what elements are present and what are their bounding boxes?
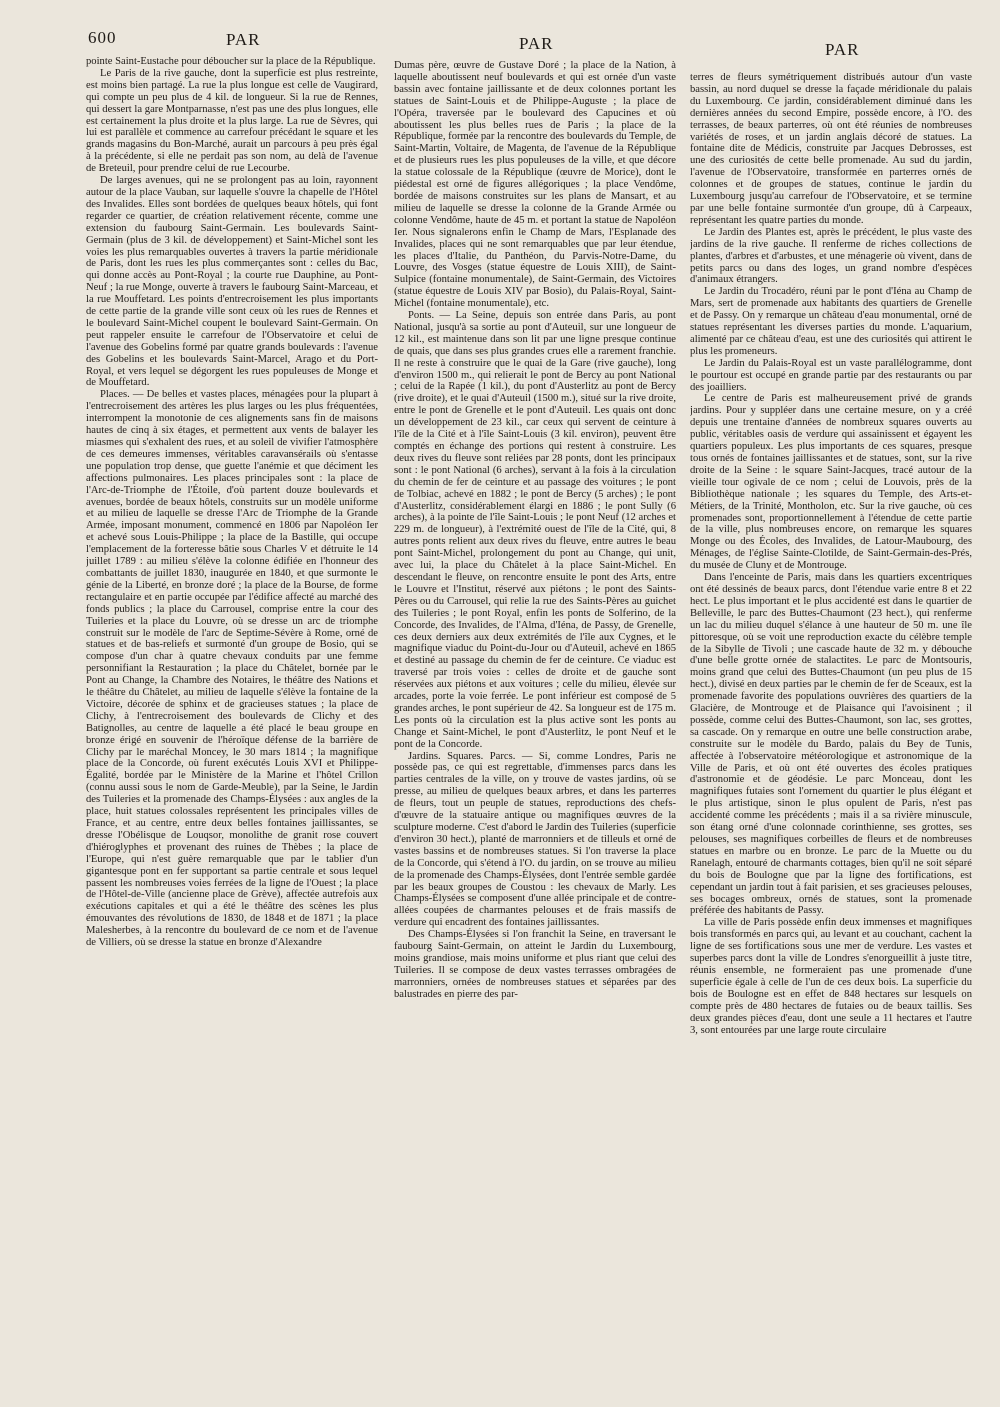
text-column-2 [394,60,676,1384]
paragraph: pointe Saint-Eustache pour déboucher sur la place de la République. [86,56,376,67]
paragraph: Le Jardin du Trocadéro, réuni par le pont d'Iéna au Champ de Mars, sert de promenade aux habitants des quartiers de Grenelle et de Passy. On y remarque un château d'eau monumental, orné de statues représentant les diverses parties du monde. L'aquarium, alimenté par ce château d'eau, est une des curiosités qui attirent le plus les promeneurs. [690,286,972,357]
paragraph: De larges avenues, qui ne se prolongent pas au loin, rayonnent autour de la place Vauban, sur laquelle s'ouvre la chapelle de l'Hôtel des Invalides. Elles sont bordées de quelques beaux hôtels, qui font regarder ce quartier, de création relativement récente, comme une extension du faubourg Saint-Germain. Les boulevards Saint-Germain (plus de 3 kil. de développement) et Saint-Michel sont les voies les plus remarquables ouvertes à travers la partie méridionale de Paris, dont les rues les plus commerçantes sont : celles du Bac, qui donne accès au Pont-Royal ; la courte rue Dauphine, au Pont-Neuf ; la rue Monge, ouverte à travers le faubourg Saint-Marceau, et la rue Mouffetard. Les points d'entrecroisement les plus importants de cette partie de la grande ville sont ceux où les rues de Rennes et le boulevard Saint-Michel coupent le boulevard Saint-Germain. On peut rappeler ensuite le carrefour de l'Observatoire et celui de l'avenue des Gobelins formé par quatre grands boulevards : l'avenue des Gobelins et les boulevards Saint-Marcel, Arago et du Port-Royal, et vers lequel se dégorgent les rues populeuses de Monge et de Mouffetard. [86,175,378,389]
running-head-center: PAR [519,34,554,53]
paragraph: Des Champs-Élysées si l'on franchit la Seine, en traversant le faubourg Saint-Germain, on atteint le Jardin du Luxembourg, moins grandiose, mais moins uniforme et plus riant que celui des Tuileries. Il se compose de deux vastes terrasses ombragées de marronniers, ornées de nombreuses statues et séparées par des balustrades en pierre des par- [394,929,676,1000]
paragraph: Le Jardin des Plantes est, après le précédent, le plus vaste des jardins de la rive gauche. Il renferme de riches collections de plantes, d'arbres et d'arbustes, et une ménagerie où vivent, dans de petits parcs ou dans des loges, un grand nombre d'espèces d'animaux étrangers. [690,226,972,286]
page-number: 600 [88,28,117,47]
running-head-right: PAR [825,40,860,59]
paragraph: Le centre de Paris est malheureusement privé de grands jardins. Pour y suppléer dans une certaine mesure, on y a créé depuis une trentaine d'années de nombreux squares ouverts au public, véritables oasis de verdure qui assainissent et égayent les quartiers populeux. Les plus importants de ces squares, presque tous ornés de fontaines jaillissantes et de statues, sont, sur la rive droite de la Seine : le square Saint-Jacques, tracé autour de la vieille tour ogivale de ce nom ; celui de Louvois, près de la Bibliothèque nationale ; les squares du Temple, des Arts-et-Métiers, de la Trinité, Montholon, etc. Sur la rive gauche, où ces promenades sont, proportionnellement à l'étendue de cette partie de la ville, plus nombreuses encore, on remarque les squares Monge ou des Écoles, des Invalides, de Latour-Maubourg, des Ménages, de l'église Sainte-Clotilde, de Saint-Germain-des-Prés, du musée de Cluny et de Montrouge. [690,393,972,572]
paragraph: Le Jardin du Palais-Royal est un vaste parallélogramme, dont le pourtour est occupé en grande partie par des restaurants ou par des joailliers. [690,357,972,393]
paragraph: Dans l'enceinte de Paris, mais dans les quartiers excentriques ont été dessinés de beaux parcs, dont l'étendue varie entre 8 et 22 hect. Le plus important et le plus accidenté est dans le quartier de Belleville, le parc des Buttes-Chaumont (23 hect.), qui renferme un lac du milieu duquel s'élance à une hauteur de 50 m. une île pittoresque, où se voit une reproduction exacte du célèbre temple de la Sibylle de Tivoli ; une cascade haute de 32 m. y débouche d'une belle grotte ornée de stalactites. Le parc de Montsouris, moins grand que celui des Buttes-Chaumont (un peu plus de 15 hect.), divisé en deux parties par le chemin de fer de Sceaux, est la promenade favorite des populations ouvrières des quartiers de la Glacière, de Montrouge et de Plaisance qui l'avoisinent ; il possède, comme celui des Buttes-Chaumont, son lac, ses grottes, sa cascade. On y remarque en outre une belle construction arabe, construite sur le modèle du Bardo, palais du Bey de Tunis, affectée à l'observatoire météorologique et astronomique de la Ville de Paris, et où ont été ouvertes des écoles pratiques d'astronomie et de géodésie. Le parc Monceau, dont les magnifiques futaies sont l'ornement du quartier le plus élégant et le plus artistique, sinon le plus opulent de Paris, n'est pas accidenté comme les précédents ; mais il a sa rivière minuscule, son étang orné d'une colonnade corinthienne, ses grottes, ses pelouses, ses magnifiques corbeilles de fleurs et de nombreuses statues en marbre ou en bronze. Le parc de la Muette ou du Ranelagh, entouré de charmants cottages, bien qu'il ne soit séparé du bois de Boulogne que par la ligne des fortifications, est cependant un jardin tout à fait parisien, et ses gracieuses pelouses, ses bocages ombreux, ornés de statues, sont la promenade préférée des habitants de Passy. [690,572,972,917]
running-head-left: PAR [226,30,261,49]
paragraph: Dumas père, œuvre de Gustave Doré ; la place de la Nation, à laquelle aboutissent neuf boulevards et qui est ornée d'un vaste bassin avec fontaine jaillissante et de deux colonnes portant les statues de Saint-Louis et de Philippe-Auguste ; la place de l'Opéra, traversée par le boulevard des Capucines et où aboutissent les plus belles rues de Paris ; la place de la République, formée par la rencontre des boulevards du Temple, de Saint-Martin, Voltaire, de Magenta, de l'avenue de la République et de plusieurs rues les plus populeuses de la ville, et que décore la statue colossale de la République (œuvre de Morice), dont le piédestal est orné de figures allégoriques ; la place Vendôme, bordée de maisons construites sur les plans de Mansart, et au milieu de laquelle se dresse la colonne de la Grande Armée ou colonne Vendôme, haute de 45 m. et portant la statue de Napoléon Ier. Nous signalerons enfin le Champ de Mars, l'Esplanade des Invalides, places qui ne sont remarquables que par leur étendue, les places d'Italie, du Panthéon, du Parvis-Notre-Dame, du Louvre, des Vosges (statue équestre de Louis XIII), de Saint-Sulpice (fontaine monumentale), de Saint-Germain, des Victoires (statue équestre de Louis XIV par Bosio), du Palais-Royal, Saint-Michel (fontaine monumentale), etc. [394,60,676,310]
text-column-1 [86,56,378,1368]
text-column-3 [690,72,972,1390]
paragraph: Ponts. — La Seine, depuis son entrée dans Paris, au pont National, jusqu'à sa sortie au pont d'Auteuil, sur une longueur de 12 kil., est maintenue dans son lit par une ligne presque continue de quais, que dans ses plus grandes crues elle a rarement franchie. Il ne reste à construire que le quai de la Gare (rive gauche), long d'environ 1500 m., qui relierait le pont de Bercy au pont National ; celui de la Rapée (1 kil.), du pont d'Austerlitz au pont de Bercy (rive droite), et le quai d'Auteuil (1500 m.), situé sur la rive droite, entre le pont de Grenelle et le pont d'Auteuil. Les quais ont donc un développement de 23 kil., car ceux qui servent de ceinture à l'île de la Cité et à l'île Saint-Louis (3 kil. environ), peuvent être comptés en échange des portions qui restent à construire. Les deux rives du fleuve sont reliées par 28 ponts, dont les principaux sont : le pont National (6 arches), servant à la fois à la circulation du chemin de fer de ceinture et au passage des voitures ; le pont de Tolbiac, achevé en 1882 ; le pont de Bercy (5 arches) ; le pont d'Austerlitz, considérablement élargi en 1886 ; le pont Sully (6 arches), à la pointe de l'île Saint-Louis ; le pont Neuf (12 arches et 229 m. de longueur), à l'extrémité ouest de l'île de la Cité, qui, 8 autres ponts relient aux deux rives du fleuve, entre autres le beau pont Saint-Michel, prolongement du pont au Change, qui unit, avec lui, la place du Châtelet à la place Saint-Michel. En descendant le fleuve, on rencontre ensuite le pont des Arts, entre le Louvre et l'Institut, réservé aux piétons ; le pont des Saints-Pères ou du Carrousel, qui relie la rue des Saints-Pères au guichet des Tuileries ; le pont Royal, enfin les ponts de Solferino, de la Concorde, des Invalides, de l'Alma, d'Iéna, de Passy, de Grenelle, ces deux derniers aux deux extrémités de l'île aux Cygnes, et le magnifique viaduc du Point-du-Jour ou d'Auteuil, achevé en 1865 et destiné au passage du chemin de fer de ceinture. Ce viaduc est traversé par trois voies : celles de droite et de gauche sont réservées aux piétons et aux voitures ; celle du milieu, élevée sur arcades, porte la voie ferrée. Le pont inférieur est composé de 5 grandes arches, le pont supérieur de 42. Sa longueur est de 175 m. Les ponts où la circulation est la plus active sont les ponts au Change et Saint-Michel, le pont d'Austerlitz, le pont Neuf et le pont de la Concorde. [394,310,676,750]
paragraph: Places. — De belles et vastes places, ménagées pour la plupart à l'entrecroisement des artères les plus larges ou les plus fréquentées, interrompent la monotonie de ces alignements sans fin de maisons hautes de cinq à six étages, et permettent aux vents de balayer les miasmes qui s'exhalent des rues, et au soleil de vivifier l'atmosphère de ces demeures immenses, véritables caravansérails où s'entasse une population trop dense, que guette l'anémie et que déciment les affections pulmonaires. Les places principales sont : la place de l'Arc-de-Triomphe de l'Étoile, d'où partent douze boulevards et avenues, bordée de beaux hôtels, construits sur un modèle uniforme et au milieu de laquelle se dresse l'Arc de Triomphe de la Grande Armée, imposant monument, commencé en 1806 par Napoléon Ier et achevé sous Louis-Philippe ; la place de la Bastille, qui occupe l'emplacement de la forteresse bâtie sous Charles V et détruite le 14 juillet 1789 : au milieu s'élève la colonne édifiée en l'honneur des combattants de juillet 1830, inaugurée en 1840, et que surmonte le génie de la Liberté, en bronze doré ; la place de la Bourse, de forme rectangulaire et en partie occupée par l'édifice affecté au marché des fonds publics ; la place du Carrousel, comprise entre la cour des Tuileries et la place du Louvre, où se dresse un arc de triomphe construit sur le modèle de l'arc de Septime-Sévère à Rome, orné de statues et de bas-reliefs et surmonté d'un groupe de Bosio, qui se compose d'un char à quatre chevaux conduits par une femme personnifiant la Restauration ; la place du Châtelet, bornée par le Pont au Change, la Chambre des Notaires, le théâtre des Nations et le théâtre du Châtelet, au milieu de laquelle s'élève la fontaine de la Victoire, décorée de sphinx et de gracieuses statues ; la place de Clichy, à l'entrecroisement des boulevards de Clichy et des Batignolles, au centre de laquelle a été placé le beau groupe en bronze érigé en souvenir de l'héroïque défense de la barrière de Clichy par le maréchal Moncey, le 30 mars 1814 ; la magnifique place de la Concorde, où furent exécutés Louis XVI et Philippe-Égalité, bordée par le Ministère de la Marine et l'hôtel Crillon (connu aussi sous le nom de Garde-Meuble), par la Seine, le Jardin des Tuileries et la promenade des Champs-Élysées : aux angles de la place, huit statues colossales représentent les principales villes de France, et au centre, entre deux belles fontaines jaillissantes, se dresse l'Obélisque de Louqsor, monolithe de granit rose couvert d'hiéroglyphes et provenant des ruines de Thèbes ; la place de l'Europe, qui n'est guère remarquable que par le tablier d'un gigantesque pont en fer supportant sa partie centrale et sous lequel passent les nombreuses voies ferrées de la ligne de l'Ouest ; la place de l'Hôtel-de-Ville (ancienne place de Grève), affectée autrefois aux exécutions capitales et qui a été le théâtre des scènes les plus émouvantes des révolutions de 1830, de 1848 et de 1871 ; la place Malesherbes, à la rencontre du boulevard de ce nom et de l'avenue de Villiers, où se dresse la statue en bronze d'Alexandre [86,389,378,949]
paragraph: terres de fleurs symétriquement distribués autour d'un vaste bassin, au nord duquel se dresse la façade méridionale du palais du Luxembourg. Ce jardin, considérablement diminué dans les dernières années du second Empire, possède encore, à l'O. des terrasses, de beaux parterres, où ont été réunies de nombreuses variétés de roses, et un jardin anglais décoré de statues. La fontaine dite de Médicis, construite par Jacques Debrosses, est une des curiosités de cette belle promenade. Au sud du jardin, l'avenue de l'Observatoire, transformée en parterres ornés de colonnes et de groupes de statues, continue le jardin du Luxembourg jusqu'au carrefour de l'Observatoire, et se termine par une belle fontaine surmontée d'un groupe, dû à Carpeaux, représentant les quatre parties du monde. [690,72,972,226]
paragraph: La ville de Paris possède enfin deux immenses et magnifiques bois transformés en parcs qui, au levant et au couchant, cachent la ligne de ses fortifications sous une mer de verdure. Les vastes et superbes parcs dont la ville de Londres s'enorgueillit à juste titre, réunis ensemble, ne formeraient pas une promenade d'une superficie égale à celle de l'un de ces deux bois. La superficie du bois de Boulogne est en effet de 848 hectares sur lesquels on compte près de 480 hectares de futaies ou de beaux taillis. Ses deux grandes pièces d'eau, dont une seule a 11 hectares et l'autre 3, sont entourées par une large route circulaire [690,917,972,1036]
paragraph: Jardins. Squares. Parcs. — Si, comme Londres, Paris ne possède pas, ce qui est regrettable, d'immenses parcs dans les parties centrales de la ville, on y trouve de vastes jardins, où se presse, au milieu de quelques beaux arbres, et dans les parterres de fleurs, tout un peuple de statues, reproductions des chefs-d'œuvre de la statuaire antique ou magnifiques œuvres de la sculpture moderne. C'est d'abord le Jardin des Tuileries (superficie d'environ 30 hect.), planté de marronniers et de tilleuls et orné de vastes bassins et de nombreuses statues. Si l'on traverse la place de la Concorde, qui s'étend à l'O. du jardin, on se trouve au milieu de la promenade des Champs-Élysées, dont l'entrée semble gardée par les beaux groupes de Coustou : les chevaux de Marly. Les Champs-Élysées se composent d'une allée principale et de contre-allées coupées de charmantes pelouses et de frais massifs de verdure qui encadrent des fontaines jaillissantes. [394,750,676,929]
paragraph: Le Paris de la rive gauche, dont la superficie est plus restreinte, est moins bien partagé. La rue la plus longue est celle de Vaugirard, qui compte un peu plus de 4 kil. de longueur. Si la rue de Rennes, qui dessert la gare Montparnasse, n'est pas une des plus longues, elle est certainement la plus droite et la plus large. La rue de Sèvres, qui lui est parallèle et commence au carrefour précédant le square et les grands magasins du Bon-Marché, aurait un parcours à peu près égal à la précédente, si elle ne perdait pas son nom, au delà de l'avenue de Breteuil, pour prendre celui de rue Lecourbe. [86,67,378,175]
